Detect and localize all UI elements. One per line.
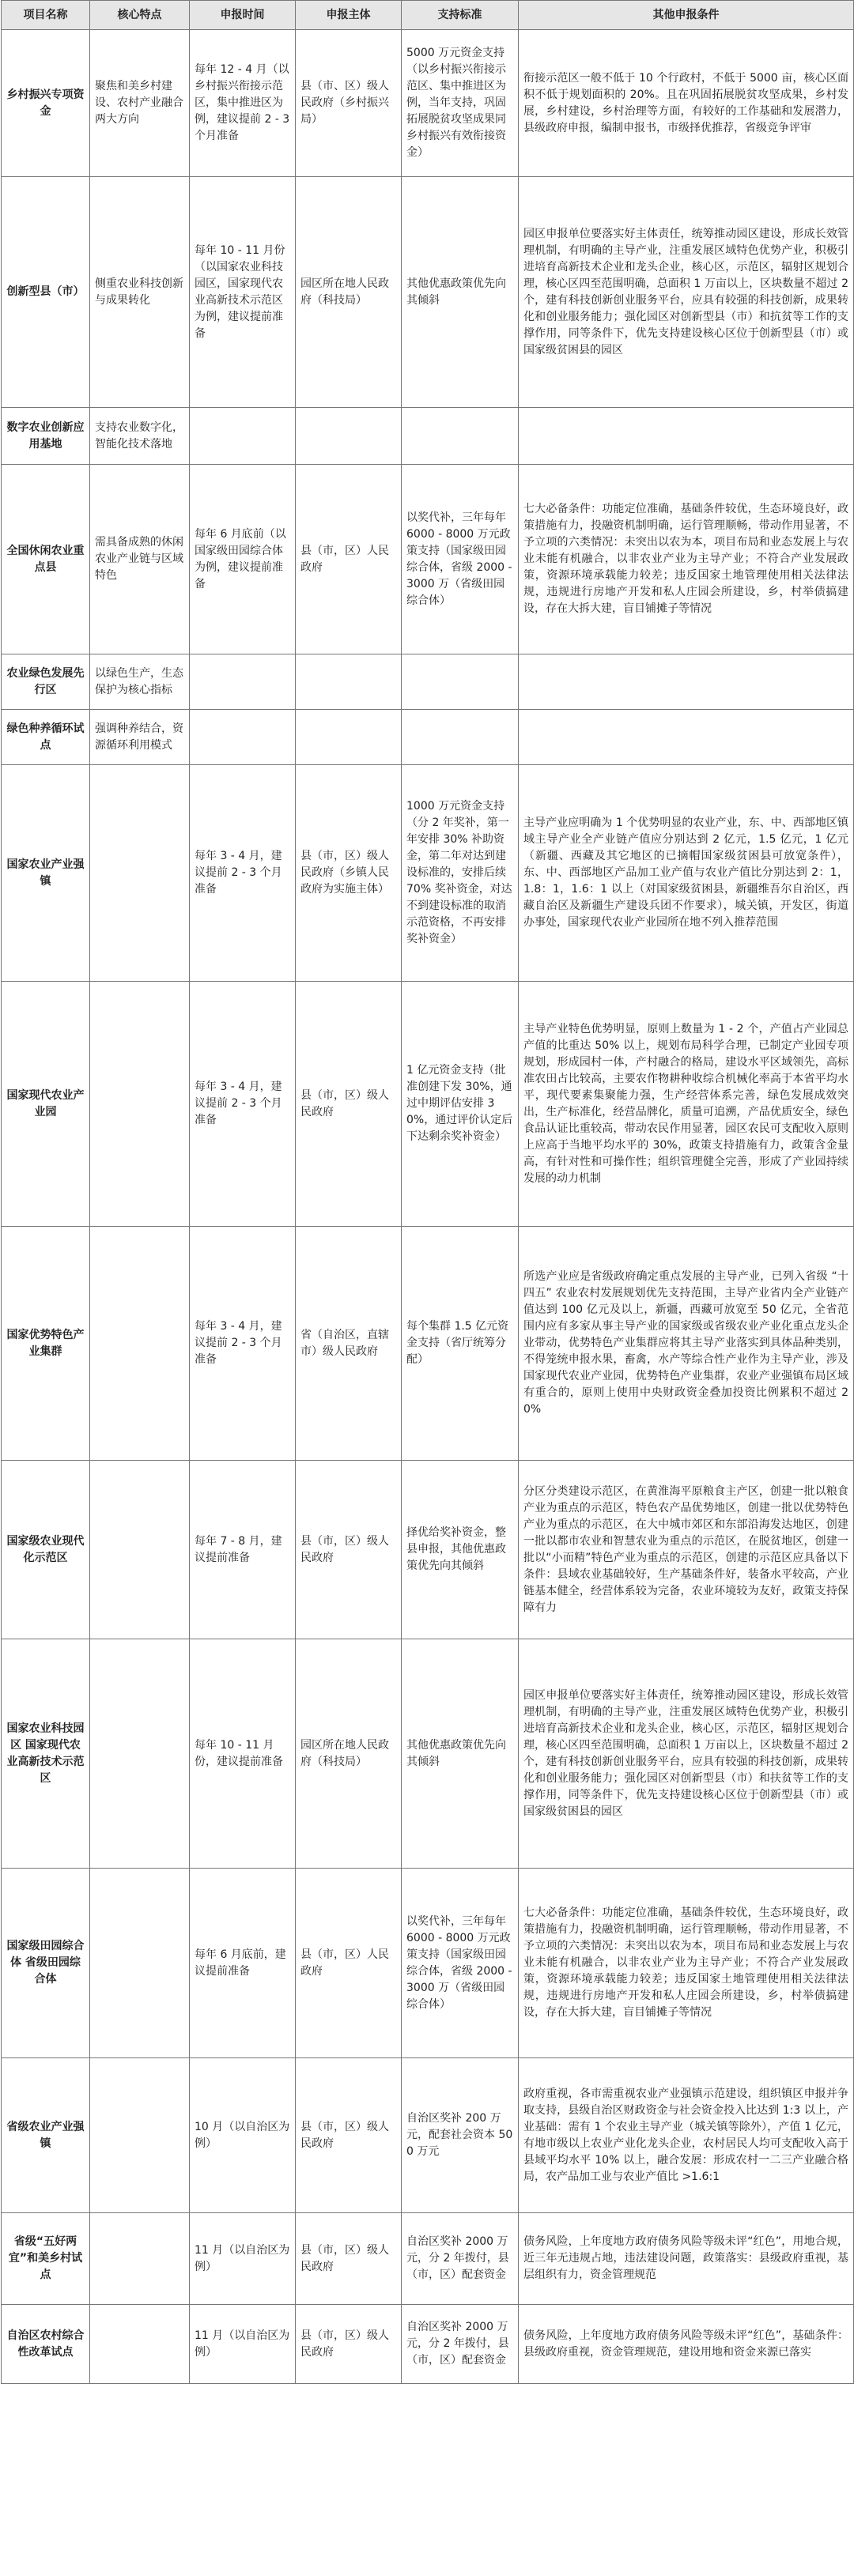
other-conditions-cell: 七大必备条件：功能定位准确，基础条件较优，生态环境良好，政策措施有力，投融资机制明确，运行管理顺畅，带动作用显著，不予立项的六类情况：未突出以农为本，项目布局和业态发展上与农业未能有机融合，以非农业产业为主导产业；不符合产业发展政策，资源环境承载能力较差；违反国家土地管理使用相关法律法规，违规进行房地产开发和私人庄园会所建设，乡，村举债搞建设，存在大拆大建，盲目铺摊子等情况 bbox=[519, 465, 854, 654]
apply-subject-cell: 省（自治区，直辖市）级人民政府 bbox=[296, 1227, 402, 1461]
table-row bbox=[2, 2058, 854, 2213]
apply-subject-cell: 园区所在地人民政府（科技局） bbox=[296, 177, 402, 408]
project-name-cell: 国家农业产业强镇 bbox=[2, 765, 90, 982]
project-name-cell: 数字农业创新应用基地 bbox=[2, 408, 90, 465]
header-apply-time: 申报时间 bbox=[190, 1, 296, 30]
project-name-cell: 省级“五好两宜”和美乡村试点 bbox=[2, 2213, 90, 2305]
core-feature-cell: 聚焦和美乡村建设、农村产业融合两大方向 bbox=[90, 30, 190, 177]
header-other-conditions: 其他申报条件 bbox=[519, 1, 854, 30]
other-conditions-cell: 衔接示范区一般不低于 10 个行政村，不低于 5000 亩，核心区面积不低于规划面积的 20%。且在巩固拓展脱贫攻坚成果，乡村发展，乡村建设，乡村治理等方面，有较好的工作基础和发展潜力，县级政府申报，编制申报书，市级择优推荐，省级竞争评审 bbox=[519, 30, 854, 177]
support-standard-cell: 自治区奖补 2000 万元，分 2 年拨付，县（市，区）配套资金 bbox=[402, 2213, 519, 2305]
other-conditions-cell: 所选产业应是省级政府确定重点发展的主导产业，已列入省级 “十四五” 农业农村发展规划优先支持范围，主导产业省内全产业链产值达到 100 亿元及以上，新疆，西藏可放宽至 50 亿元，全省范围内应有多家从事主导产业的国家级或省级农业产业化重点龙头企业带动，优势特色产业集群应将其主导产业落实到具体品种类别，不得笼统申报水果，畜禽，水产等综合性产业作为主导产业，涉及国家现代农业产业园，优势特色产业集群，农业产业强镇布局区域有重合的，原则上使用中央财政资金叠加投资比例累积不超过 20% bbox=[519, 1227, 854, 1461]
core-feature-cell bbox=[90, 1869, 190, 2058]
apply-time-cell: 每年 3 - 4 月，建议提前 2 - 3 个月准备 bbox=[190, 765, 296, 982]
table-row bbox=[2, 1461, 854, 1639]
apply-time-cell: 每年 10 - 11 月份（以国家农业科技园区，国家现代农业高新技术示范区为例，建议提前准备 bbox=[190, 177, 296, 408]
apply-time-cell: 每年 3 - 4 月，建议提前 2 - 3 个月准备 bbox=[190, 1227, 296, 1461]
other-conditions-cell: 债务风险，上年度地方政府债务风险等级未评“红色”，基础条件：县级政府重视，资金管理规范，建设用地和资金来源已落实 bbox=[519, 2305, 854, 2384]
apply-subject-cell: 县（市，区）级人民政府（乡镇人民政府为实施主体） bbox=[296, 765, 402, 982]
other-conditions-cell: 债务风险，上年度地方政府债务风险等级未评“红色”，用地合规，近三年无违规占地，违法建设问题，政策落实：县级政府重视，基层组织有力，资金管理规范 bbox=[519, 2213, 854, 2305]
apply-time-cell: 每年 10 - 11 月份，建议提前准备 bbox=[190, 1639, 296, 1869]
project-name-cell: 国家级农业现代化示范区 bbox=[2, 1461, 90, 1639]
apply-time-cell: 每年 3 - 4 月，建议提前 2 - 3 个月准备 bbox=[190, 982, 296, 1227]
table-row bbox=[2, 2305, 854, 2384]
core-feature-cell bbox=[90, 2058, 190, 2213]
table-row bbox=[2, 654, 854, 710]
apply-time-cell: 11 月（以自治区为例） bbox=[190, 2213, 296, 2305]
project-name-cell: 国家优势特色产业集群 bbox=[2, 1227, 90, 1461]
apply-time-cell bbox=[190, 710, 296, 765]
project-name-cell: 国家级田园综合体 省级田园综合体 bbox=[2, 1869, 90, 2058]
table-row bbox=[2, 710, 854, 765]
core-feature-cell bbox=[90, 2305, 190, 2384]
apply-subject-cell: 县（市、区）级人民政府（乡村振兴局） bbox=[296, 30, 402, 177]
project-table bbox=[1, 0, 854, 2384]
support-standard-cell: 自治区奖补 200 万元，配套社会资本 500 万元 bbox=[402, 2058, 519, 2213]
apply-subject-cell: 县（市，区）人民政府 bbox=[296, 1869, 402, 2058]
table-row bbox=[2, 408, 854, 465]
header-apply-subject: 申报主体 bbox=[296, 1, 402, 30]
core-feature-cell bbox=[90, 2213, 190, 2305]
apply-subject-cell: 县（市，区）人民政府 bbox=[296, 465, 402, 654]
other-conditions-cell bbox=[519, 710, 854, 765]
apply-subject-cell bbox=[296, 408, 402, 465]
project-name-cell: 全国休闲农业重点县 bbox=[2, 465, 90, 654]
core-feature-cell: 以绿色生产，生态保护为核心指标 bbox=[90, 654, 190, 710]
other-conditions-cell: 分区分类建设示范区，在黄淮海平原粮食主产区，创建一批以粮食产业为重点的示范区，特色农产品优势地区，创建一批以优势特色产业为重点的示范区，在大中城市郊区和东部沿海发达地区，创建一批以都市农业和智慧农业为重点的示范区，在脱贫地区，创建一批以“小而精”特色产业为重点的示范区，创建的示范区应具备以下条件：县域农业基础较好，生产基础条件好，装备水平较高，产业链基本健全，经营体系较为完备，农业环境较为友好，政策支持保障有力 bbox=[519, 1461, 854, 1639]
project-name-cell: 乡村振兴专项资金 bbox=[2, 30, 90, 177]
project-name-cell: 绿色种养循环试点 bbox=[2, 710, 90, 765]
project-name-cell: 省级农业产业强镇 bbox=[2, 2058, 90, 2213]
core-feature-cell: 需具备成熟的休闲农业产业链与区域特色 bbox=[90, 465, 190, 654]
support-standard-cell: 自治区奖补 2000 万元，分 2 年拨付，县（市，区）配套资金 bbox=[402, 2305, 519, 2384]
table-row bbox=[2, 465, 854, 654]
table-row bbox=[2, 177, 854, 408]
other-conditions-cell bbox=[519, 654, 854, 710]
support-standard-cell: 每个集群 1.5 亿元资金支持（省厅统筹分配） bbox=[402, 1227, 519, 1461]
header-support-standard: 支持标准 bbox=[402, 1, 519, 30]
header-project-name: 项目名称 bbox=[2, 1, 90, 30]
apply-time-cell: 每年 12 - 4 月（以乡村振兴衔接示范区，集中推进区为例，建议提前 2 - 3 个月准备 bbox=[190, 30, 296, 177]
table-row bbox=[2, 1869, 854, 2058]
project-name-cell: 创新型县（市） bbox=[2, 177, 90, 408]
support-standard-cell: 其他优惠政策优先向其倾斜 bbox=[402, 177, 519, 408]
support-standard-cell: 1000 万元资金支持（分 2 年奖补，第一年安排 30% 补助资金，第二年对达到建设标准的，安排后续 70% 奖补资金，对达不到建设标准的取消示范资格，不再安排奖补资金） bbox=[402, 765, 519, 982]
project-name-cell: 农业绿色发展先行区 bbox=[2, 654, 90, 710]
apply-subject-cell: 县（市，区）级人民政府 bbox=[296, 2213, 402, 2305]
support-standard-cell: 择优给奖补资金，整县申报，其他优惠政策优先向其倾斜 bbox=[402, 1461, 519, 1639]
support-standard-cell: 以奖代补，三年每年 6000 - 8000 万元政策支持（国家级田园综合体，省级 2000 - 3000 万（省级田园综合体） bbox=[402, 1869, 519, 2058]
apply-time-cell bbox=[190, 654, 296, 710]
core-feature-cell: 侧重农业科技创新与成果转化 bbox=[90, 177, 190, 408]
apply-time-cell bbox=[190, 408, 296, 465]
table-header-row bbox=[2, 1, 854, 30]
core-feature-cell bbox=[90, 765, 190, 982]
apply-subject-cell bbox=[296, 654, 402, 710]
other-conditions-cell: 主导产业应明确为 1 个优势明显的农业产业，东、中、西部地区镇域主导产业全产业链产值应分别达到 2 亿元，1.5 亿元，1 亿元（新疆、西藏及其它地区的已摘帽国家级贫困县可放宽条件），东、中、西部地区产品加工业产值与农业产值比分别达到 2：1，1.8：1，1.6：1 以上（对国家级贫困县，新疆维吾尔自治区，西藏自治区及新疆生产建设兵团不作要求），城关镇，开发区，街道办事处，国家现代农业产业园所在地不列入推荐范围 bbox=[519, 765, 854, 982]
apply-subject-cell: 县（市，区）级人民政府 bbox=[296, 1461, 402, 1639]
apply-time-cell: 10 月（以自治区为例） bbox=[190, 2058, 296, 2213]
project-name-cell: 国家现代农业产业园 bbox=[2, 982, 90, 1227]
other-conditions-cell: 主导产业特色优势明显，原则上数量为 1 - 2 个，产值占产业园总产值的比重达 50% 以上，规划布局科学合理，已制定产业园专项规划，形成园村一体，产村融合的格局，建设水平区域领先，高标准农田占比较高，主要农作物耕种收综合机械化率高于本省平均水平，现代要素集聚能力强，生产经营体系完善，绿色发展成效突出，生产标准化，经营品牌化，质量可追溯，产品优质安全，绿色食品认证比重较高，带动农民作用显著，园区农民可支配收入原则上应高于当地平均水平的 30%，政策支持措施有力，政策含金量高，有针对性和可操作性；组织管理健全完善，形成了产业园持续发展的动力机制 bbox=[519, 982, 854, 1227]
table-row bbox=[2, 765, 854, 982]
other-conditions-cell: 政府重视，各市需重视农业产业强镇示范建设，组织镇区申报并争取支持，县级自治区财政资金与社会资金投入比达到 1:3 以上，产业基础：需有 1 个农业主导产业（城关镇等除外），产值 1 亿元，有地市级以上农业产业化龙头企业，农村居民人均可支配收入高于县域平均水平 10% 以上，融合发展：形成农村一二三产业融合格局，农产品加工业与农业产值比 >1.6:1 bbox=[519, 2058, 854, 2213]
support-standard-cell: 其他优惠政策优先向其倾斜 bbox=[402, 1639, 519, 1869]
other-conditions-cell bbox=[519, 408, 854, 465]
apply-time-cell: 每年 7 - 8 月，建议提前准备 bbox=[190, 1461, 296, 1639]
core-feature-cell bbox=[90, 1461, 190, 1639]
apply-time-cell: 每年 6 月底前，建议提前准备 bbox=[190, 1869, 296, 2058]
table-row bbox=[2, 1227, 854, 1461]
apply-subject-cell: 园区所在地人民政府（科技局） bbox=[296, 1639, 402, 1869]
core-feature-cell bbox=[90, 1639, 190, 1869]
table-row bbox=[2, 30, 854, 177]
table-row bbox=[2, 982, 854, 1227]
apply-subject-cell: 县（市，区）级人民政府 bbox=[296, 982, 402, 1227]
project-name-cell: 自治区农村综合性改革试点 bbox=[2, 2305, 90, 2384]
table-row bbox=[2, 1639, 854, 1869]
support-standard-cell: 1 亿元资金支持（批准创建下发 30%，通过中期评估安排 30%，通过评价认定后下达剩余奖补资金） bbox=[402, 982, 519, 1227]
support-standard-cell bbox=[402, 654, 519, 710]
apply-time-cell: 11 月（以自治区为例） bbox=[190, 2305, 296, 2384]
core-feature-cell bbox=[90, 982, 190, 1227]
support-standard-cell: 以奖代补，三年每年 6000 - 8000 万元政策支持（国家级田园综合体，省级 2000 - 3000 万（省级田园综合体） bbox=[402, 465, 519, 654]
project-name-cell: 国家农业科技园区 国家现代农业高新技术示范区 bbox=[2, 1639, 90, 1869]
core-feature-cell: 强调种养结合，资源循环利用模式 bbox=[90, 710, 190, 765]
apply-subject-cell bbox=[296, 710, 402, 765]
other-conditions-cell: 园区申报单位要落实好主体责任，统筹推动园区建设，形成长效管理机制，有明确的主导产业，注重发展区域特色优势产业，积极引进培育高新技术企业和龙头企业，核心区，示范区，辐射区规划合理，核心区四至范围明确，总面积 1 万亩以上，区块数量不超过 2 个，建有科技创新创业服务平台，应具有较强的科技创新，成果转化和创业服务能力；强化园区对创新型县（市）和抗贫等工作的支撑作用，同等条件下，优先支持建设核心区位于创新型县（市）或国家级贫困县的园区 bbox=[519, 177, 854, 408]
apply-subject-cell: 县（市，区）级人民政府 bbox=[296, 2305, 402, 2384]
support-standard-cell: 5000 万元资金支持（以乡村振兴衔接示范区、集中推进区为例，当年支持，巩固拓展脱贫攻坚成果同乡村振兴有效衔接资金） bbox=[402, 30, 519, 177]
apply-time-cell: 每年 6 月底前（以国家级田园综合体为例，建议提前准备 bbox=[190, 465, 296, 654]
core-feature-cell: 支持农业数字化，智能化技术落地 bbox=[90, 408, 190, 465]
support-standard-cell bbox=[402, 710, 519, 765]
core-feature-cell bbox=[90, 1227, 190, 1461]
header-core-feature: 核心特点 bbox=[90, 1, 190, 30]
support-standard-cell bbox=[402, 408, 519, 465]
other-conditions-cell: 园区申报单位要落实好主体责任，统筹推动园区建设，形成长效管理机制，有明确的主导产业，注重发展区域特色优势产业，积极引进培育高新技术企业和龙头企业，核心区，示范区，辐射区规划合理，核心区四至范围明确，总面积 1 万亩以上，区块数量不超过 2 个，建有科技创新创业服务平台，应具有较强的科技创新，成果转化和创业服务能力；强化园区对创新型县（市）和扶贫等工作的支撑作用，同等条件下，优先支持建设核心区位于创新型县（市）或国家级贫困县的园区 bbox=[519, 1639, 854, 1869]
apply-subject-cell: 县（市，区）级人民政府 bbox=[296, 2058, 402, 2213]
other-conditions-cell: 七大必备条件：功能定位准确，基础条件较优，生态环境良好，政策措施有力，投融资机制明确，运行管理顺畅，带动作用显著，不予立项的六类情况：未突出以农为本，项目布局和业态发展上与农业未能有机融合，以非农业产业为主导产业；不符合产业发展政策，资源环境承载能力较差；违反国家土地管理使用相关法律法规，违规进行房地产开发和私人庄园会所建设，乡，村举债搞建设，存在大拆大建，盲目铺摊子等情况 bbox=[519, 1869, 854, 2058]
table-row bbox=[2, 2213, 854, 2305]
